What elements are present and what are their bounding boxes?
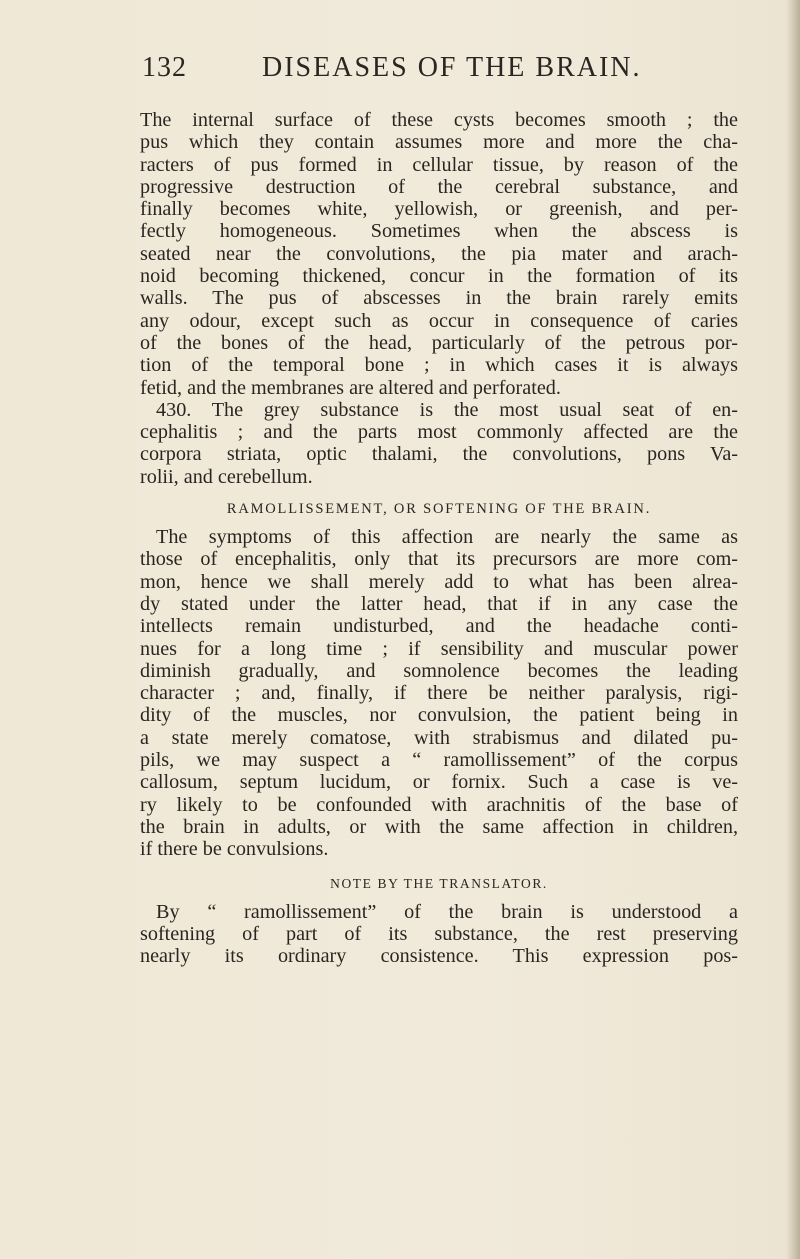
text-line: callosum, septum lucidum, or fornix. Such a case is ve- — [140, 771, 738, 794]
paragraph-abscess — [140, 109, 738, 399]
text-line: of the bones of the head, particularly of the petrous por- — [140, 331, 738, 354]
text-line: diminish gradually, and somnolence becomes the leading — [140, 659, 738, 682]
section-heading-translator-note: NOTE BY THE TRANSLATOR. — [330, 875, 548, 891]
text-line: rolii, and cerebellum. — [140, 465, 313, 488]
running-title: DISEASES OF THE BRAIN. — [262, 52, 642, 83]
text-line: finally becomes white, yellowish, or greenish, and per- — [140, 198, 738, 221]
text-line: those of encephalitis, only that its precursors are more com- — [140, 548, 738, 571]
text-line: fectly homogeneous. Sometimes when the abscess is — [140, 220, 738, 243]
text-line: noid becoming thickened, concur in the formation of its — [140, 265, 738, 288]
text-line: pils, we may suspect a “ ramollissement” of the corpus — [140, 749, 738, 772]
text-line: dy stated under the latter head, that if in any case the — [140, 592, 738, 615]
text-line: softening of part of its substance, the rest preserving — [140, 922, 738, 945]
text-line: the brain in adults, or with the same affection in children, — [140, 815, 738, 838]
text-line: if there be convulsions. — [140, 838, 329, 861]
text-line: any odour, except such as occur in consequence of caries — [140, 309, 738, 332]
page-edge-shadow — [786, 0, 800, 1259]
text-line: The symptoms of this affection are nearly the same as — [156, 526, 738, 549]
text-line: nues for a long time ; if sensibility and muscular power — [140, 637, 738, 660]
text-line: seated near the convolutions, the pia mater and arach- — [140, 242, 738, 265]
text-line: nearly its ordinary consistence. This expression pos- — [140, 945, 738, 968]
text-line: ry likely to be confounded with arachnitis of the base of — [140, 793, 738, 816]
text-line: tion of the temporal bone ; in which cases it is always — [140, 354, 738, 377]
paragraph-translator-note — [140, 901, 738, 968]
text-line: 430. The grey substance is the most usual seat of en- — [156, 398, 738, 421]
text-line: cephalitis ; and the parts most commonly affected are the — [140, 421, 738, 444]
text-line: pus which they contain assumes more and more the cha- — [140, 131, 738, 154]
text-line: By “ ramollissement” of the brain is understood a — [156, 900, 738, 923]
section-heading-ramollissement: RAMOLLISSEMENT, OR SOFTENING OF THE BRAIN. — [226, 501, 652, 518]
text-line: a state merely comatose, with strabismus and dilated pu- — [140, 726, 738, 749]
text-line: intellects remain undisturbed, and the headache conti- — [140, 615, 738, 638]
paragraph-430 — [140, 399, 738, 488]
text-line: fetid, and the membranes are altered and perforated. — [140, 376, 561, 399]
text-line: dity of the muscles, nor convulsion, the patient being in — [140, 704, 738, 727]
text-line: The internal surface of these cysts becomes smooth ; the — [140, 109, 738, 131]
text-line: mon, hence we shall merely add to what has been alrea- — [140, 570, 738, 593]
body-text — [140, 109, 738, 967]
text-line: corpora striata, optic thalami, the convolutions, pons Va- — [140, 443, 738, 466]
page-number: 132 — [142, 52, 187, 83]
text-line: progressive destruction of the cerebral substance, and — [140, 175, 738, 198]
text-line: walls. The pus of abscesses in the brain rarely emits — [140, 287, 738, 310]
text-line: racters of pus formed in cellular tissue, by reason of the — [140, 153, 738, 176]
text-line: character ; and, finally, if there be neither paralysis, rigi- — [140, 682, 738, 705]
paragraph-symptoms — [140, 526, 738, 860]
